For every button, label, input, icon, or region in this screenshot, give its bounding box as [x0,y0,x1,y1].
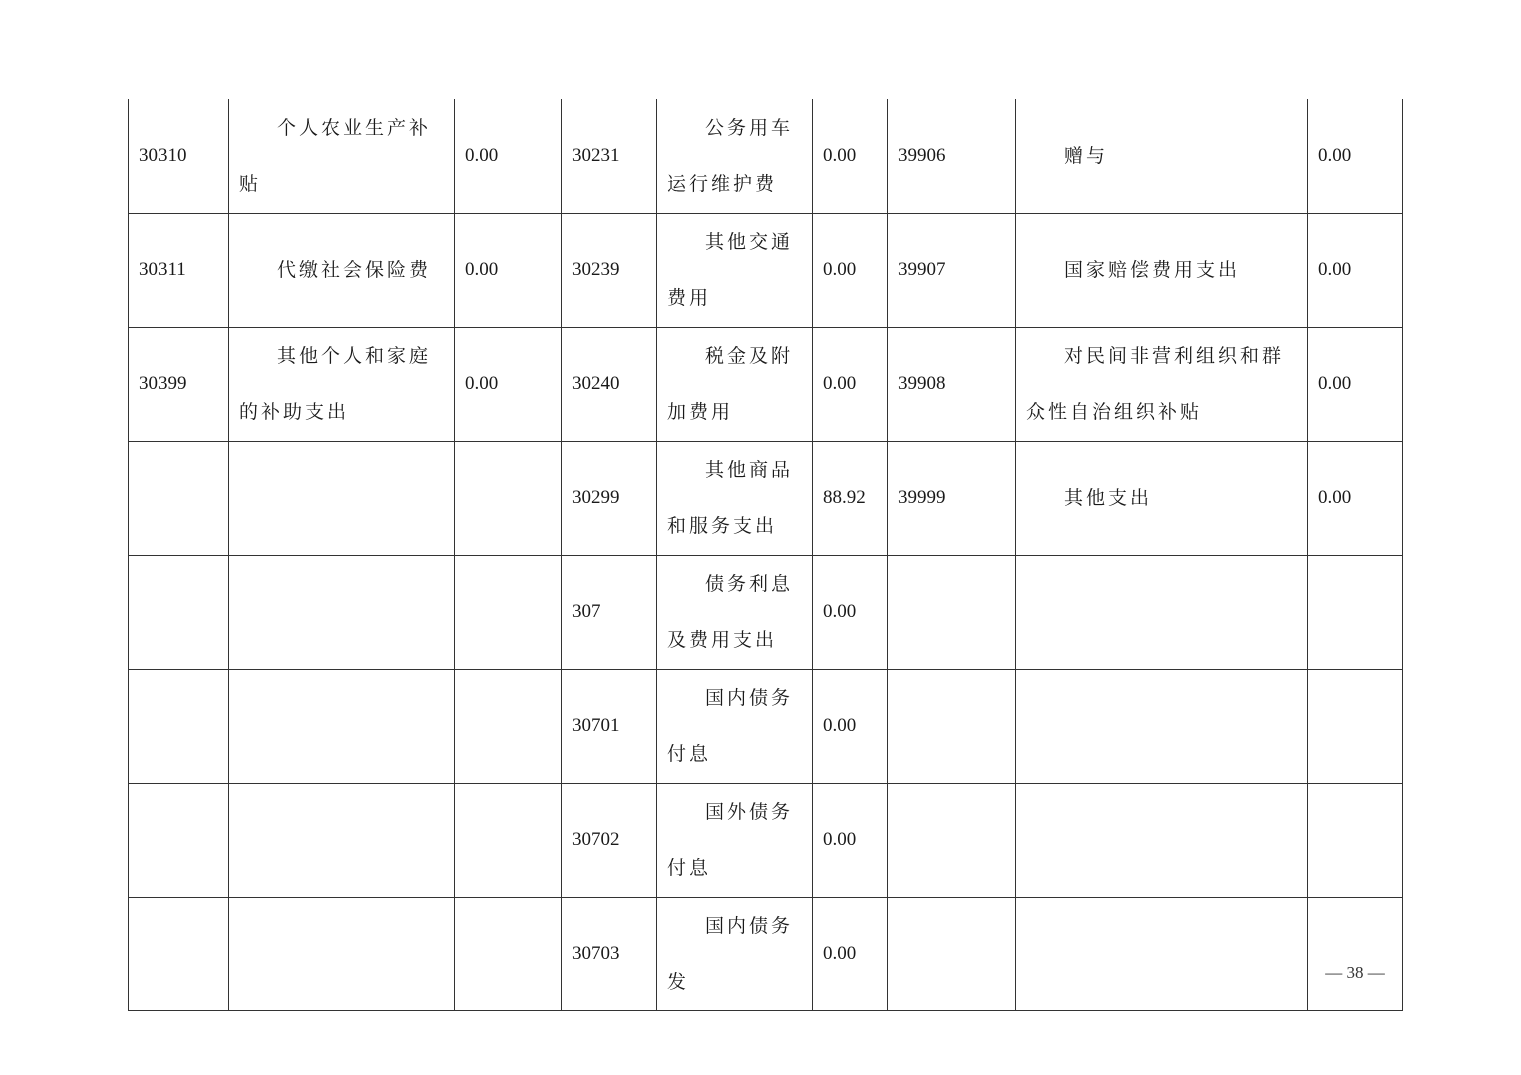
cell-code [129,783,229,897]
cell-amount [1308,783,1403,897]
cell-amount: 0.00 [1308,99,1403,213]
cell-name: 税金及附加费用 [657,327,813,441]
cell-code [129,897,229,1010]
table-row [129,213,1403,327]
cell-amount [1308,897,1403,1010]
cell-code: 307 [562,555,657,669]
cell-amount [1308,555,1403,669]
page-number: — 38 — [1325,963,1385,982]
cell-name [229,555,455,669]
table-row [129,99,1403,213]
cell-code [129,669,229,783]
cell-amount: 0.00 [1308,327,1403,441]
cell-code [888,669,1016,783]
table-body [129,99,1403,1010]
cell-code: 30702 [562,783,657,897]
table-row [129,783,1403,897]
cell-name: 其他商品和服务支出 [657,441,813,555]
cell-name [1016,897,1308,1010]
cell-code: 30399 [129,327,229,441]
cell-amount [1308,669,1403,783]
cell-amount: 0.00 [813,555,888,669]
cell-name [229,897,455,1010]
cell-name: 对民间非营利组织和群众性自治组织补贴 [1016,327,1308,441]
cell-code [888,555,1016,669]
cell-code [129,441,229,555]
cell-amount: 0.00 [813,213,888,327]
cell-amount: 0.00 [813,327,888,441]
cell-code: 39999 [888,441,1016,555]
table-row [129,555,1403,669]
cell-code [888,783,1016,897]
cell-code: 30701 [562,669,657,783]
cell-name [1016,783,1308,897]
cell-amount: 0.00 [1308,441,1403,555]
cell-amount [455,783,562,897]
cell-name [229,441,455,555]
cell-name [229,783,455,897]
cell-name: 赠与 [1016,99,1308,213]
cell-code: 30231 [562,99,657,213]
cell-name: 代缴社会保险费 [229,213,455,327]
table-row [129,897,1403,1010]
cell-code: 30311 [129,213,229,327]
budget-table [128,99,1403,1011]
table-row [129,669,1403,783]
cell-amount [455,669,562,783]
cell-code: 30299 [562,441,657,555]
table-row [129,441,1403,555]
cell-code: 30310 [129,99,229,213]
cell-code: 39906 [888,99,1016,213]
cell-code: 30703 [562,897,657,1010]
cell-code: 30240 [562,327,657,441]
cell-amount: 0.00 [813,669,888,783]
cell-code: 39907 [888,213,1016,327]
cell-amount: 0.00 [813,783,888,897]
cell-name [1016,555,1308,669]
cell-code [888,897,1016,1010]
cell-name [229,669,455,783]
cell-name: 其他个人和家庭的补助支出 [229,327,455,441]
cell-amount [455,441,562,555]
cell-name: 国内债务付息 [657,669,813,783]
cell-amount: 0.00 [813,99,888,213]
cell-name: 债务利息及费用支出 [657,555,813,669]
cell-code [129,555,229,669]
cell-name: 国家赔偿费用支出 [1016,213,1308,327]
table-row [129,327,1403,441]
cell-name: 国内债务发 [657,897,813,1010]
cell-amount [455,555,562,669]
cell-amount: 0.00 [455,213,562,327]
cell-name: 其他交通费用 [657,213,813,327]
cell-amount [455,897,562,1010]
cell-code: 39908 [888,327,1016,441]
cell-name: 国外债务付息 [657,783,813,897]
cell-code: 30239 [562,213,657,327]
cell-name: 公务用车运行维护费 [657,99,813,213]
cell-amount: 0.00 [455,327,562,441]
cell-name: 个人农业生产补贴 [229,99,455,213]
cell-amount: 0.00 [1308,213,1403,327]
cell-amount: 88.92 [813,441,888,555]
cell-name: 其他支出 [1016,441,1308,555]
cell-name [1016,669,1308,783]
cell-amount: 0.00 [455,99,562,213]
cell-amount: 0.00 [813,897,888,1010]
